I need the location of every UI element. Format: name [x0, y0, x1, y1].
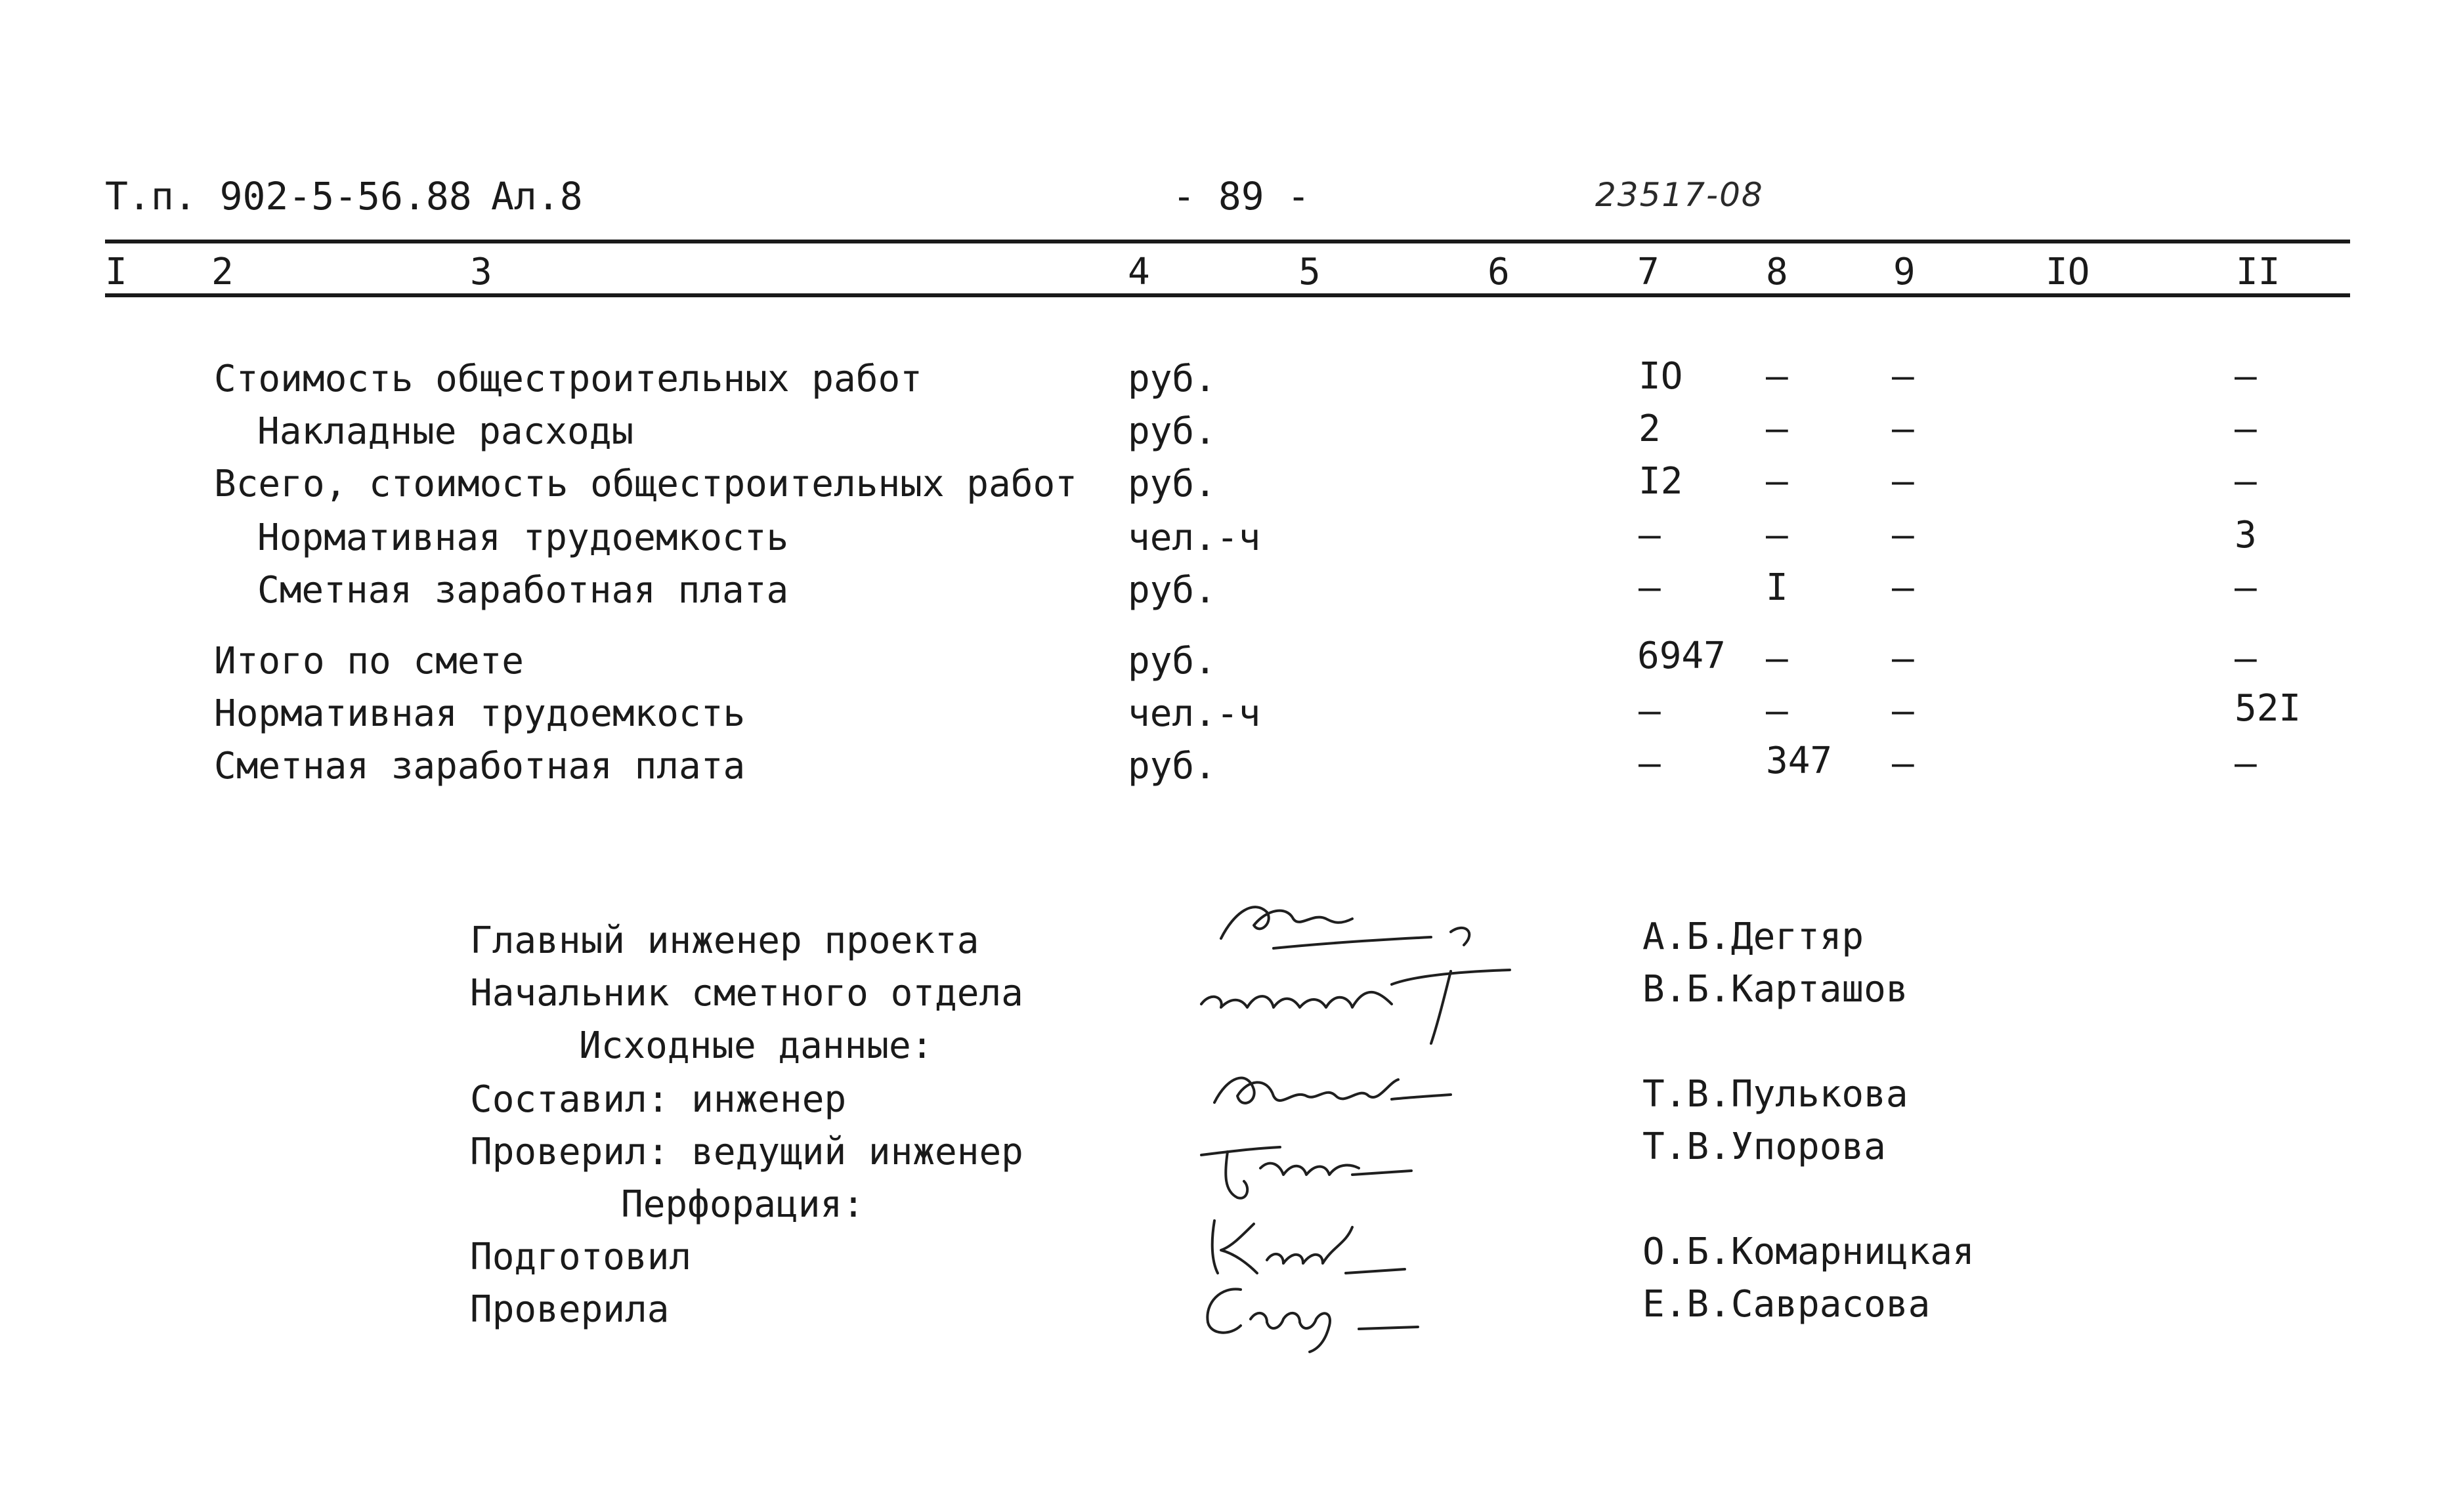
header-bottom-rule: [105, 293, 2350, 297]
row-col8: –: [1766, 408, 1788, 450]
row-col11: –: [2235, 355, 2257, 398]
row-col7: IO: [1639, 355, 1683, 398]
signatory-role: Проверил: ведущий инженер: [470, 1131, 1023, 1173]
section-subheading: Исходные данные:: [579, 1024, 933, 1067]
row-col9: –: [1892, 637, 1914, 680]
column-header-9: 9: [1893, 251, 1916, 293]
row-unit: руб.: [1128, 358, 1216, 400]
row-col8: –: [1766, 690, 1788, 732]
row-col8: –: [1766, 514, 1788, 556]
signatory-name: О.Б.Комарницкая: [1642, 1230, 1975, 1273]
column-header-3: 3: [470, 251, 492, 293]
row-col7: –: [1639, 690, 1661, 732]
row-col7: –: [1639, 514, 1661, 556]
row-col8: –: [1766, 355, 1788, 398]
row-col9: –: [1892, 690, 1914, 732]
signatory-name: Т.В.Пулькова: [1642, 1073, 1908, 1116]
row-col7: I2: [1639, 460, 1683, 503]
row-unit: руб.: [1128, 569, 1216, 612]
row-label: Всего, стоимость общестроительных работ: [214, 463, 1077, 505]
row-label: Накладные расходы: [257, 410, 634, 453]
handwritten-signature: [1201, 1050, 1477, 1129]
row-col11: –: [2235, 566, 2257, 609]
signatory-role: Составил: инженер: [470, 1078, 847, 1121]
column-header-5: 5: [1298, 251, 1321, 293]
inventory-stamp: 23517-08: [1595, 176, 1764, 214]
handwritten-signature: [1195, 945, 1536, 1050]
row-unit: руб.: [1128, 640, 1216, 682]
page-number: - 89 -: [1172, 174, 1310, 219]
row-label: Итого по смете: [214, 640, 525, 682]
row-unit: чел.-ч: [1128, 516, 1261, 559]
document-reference: Т.п. 902-5-56.88: [105, 174, 472, 219]
row-unit: чел.-ч: [1128, 692, 1261, 735]
row-unit: руб.: [1128, 410, 1216, 453]
album-number: Ал.8: [491, 174, 583, 219]
row-col9: –: [1892, 742, 1914, 785]
row-unit: руб.: [1128, 745, 1216, 788]
handwritten-signature: [1188, 1129, 1464, 1208]
row-col11: –: [2235, 408, 2257, 450]
signatory-role: Подготовил: [470, 1236, 692, 1278]
row-col11: 3: [2235, 514, 2257, 556]
row-col9: –: [1892, 514, 1914, 556]
column-header-10: IO: [2046, 251, 2090, 293]
signatory-name: А.Б.Дегтяр: [1642, 915, 1864, 958]
row-col9: –: [1892, 566, 1914, 609]
row-col9: –: [1892, 355, 1914, 398]
header-top-rule: [105, 240, 2350, 243]
row-label: Нормативная трудоемкость: [257, 516, 789, 559]
column-header-7: 7: [1637, 251, 1660, 293]
row-col7: –: [1639, 742, 1661, 785]
signatory-role: Начальник сметного отдела: [470, 972, 1023, 1015]
row-col8: –: [1766, 460, 1788, 503]
row-col8: 347: [1766, 740, 1833, 782]
column-header-1: I: [105, 251, 127, 293]
row-col11: –: [2235, 460, 2257, 503]
signatory-name: Т.В.Упорова: [1642, 1125, 1886, 1168]
row-col8: –: [1766, 637, 1788, 680]
handwritten-signature: [1195, 1273, 1457, 1358]
row-col7: 6947: [1637, 635, 1726, 677]
row-col9: –: [1892, 460, 1914, 503]
signatory-name: В.Б.Карташов: [1642, 968, 1908, 1011]
row-col7: –: [1639, 566, 1661, 609]
row-label: Стоимость общестроительных работ: [214, 358, 922, 400]
section-subheading: Перфорация:: [621, 1183, 865, 1226]
column-header-8: 8: [1766, 251, 1788, 293]
row-label: Сметная заработная плата: [257, 569, 789, 612]
row-unit: руб.: [1128, 463, 1216, 505]
column-header-6: 6: [1488, 251, 1510, 293]
column-header-2: 2: [211, 251, 234, 293]
row-col11: –: [2235, 742, 2257, 785]
column-header-4: 4: [1128, 251, 1150, 293]
signatory-role: Проверила: [470, 1288, 670, 1331]
row-col8: I: [1766, 566, 1788, 609]
signatory-name: Е.В.Саврасова: [1642, 1283, 1931, 1326]
row-col11: –: [2235, 637, 2257, 680]
row-label: Сметная заработная плата: [214, 745, 746, 788]
row-col9: –: [1892, 408, 1914, 450]
row-col11: 52I: [2235, 687, 2302, 730]
column-header-11: II: [2236, 251, 2281, 293]
signatory-role: Главный инженер проекта: [470, 919, 979, 962]
row-col7: 2: [1639, 408, 1661, 450]
row-label: Нормативная трудоемкость: [214, 692, 746, 735]
